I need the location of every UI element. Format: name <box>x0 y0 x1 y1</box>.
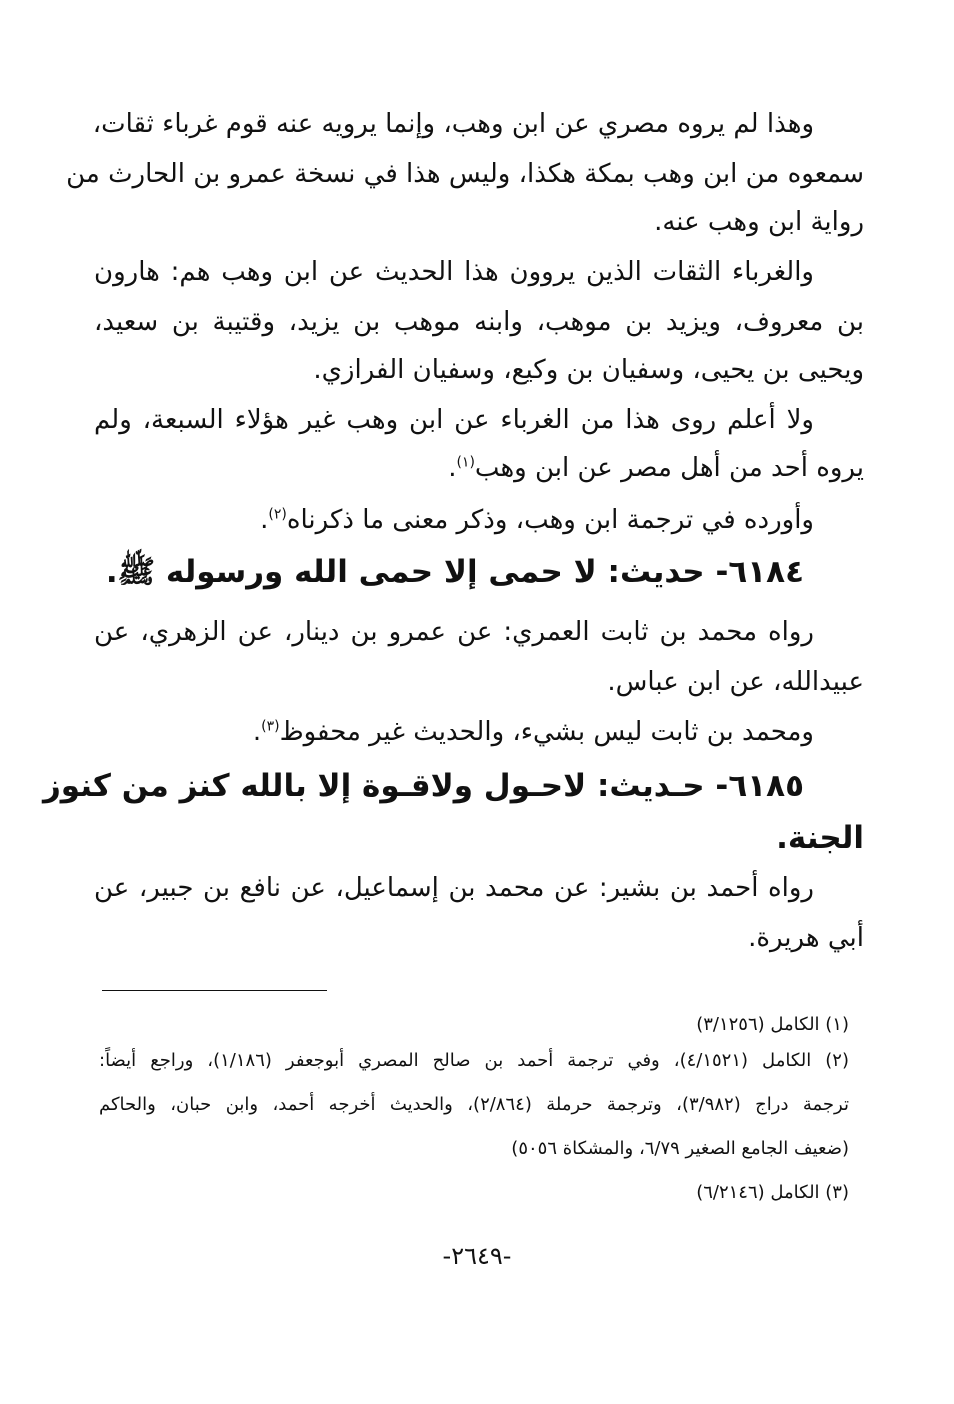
body-line: عبيدالله، عن ابن عباس. <box>607 667 864 697</box>
punctuation: . <box>252 717 262 747</box>
footnote-2-cont: ترجمة دراج (٣/٩٨٢)، وترجمة حرملة (٢/٨٦٤)، والحديث أخرجه أحمد، وابن حبان، والحاكم <box>99 1094 849 1115</box>
page-number: -٢٦٤٩- <box>442 1242 512 1270</box>
body-line: أبي هريرة. <box>748 923 864 953</box>
body-line: والغرباء الثقات الذين يروون هذا الحديث عن ابن وهب هم: هارون <box>94 257 814 287</box>
body-line <box>94 500 814 540</box>
punctuation: . <box>448 453 457 483</box>
hadith-heading-6185: ٦١٨٥- حـديث: لاحـول ولاقـوة إلا بالله كنز من كنوز <box>42 768 804 804</box>
body-line: ولا أعلم روى هذا من الغرباء عن ابن وهب غير هؤلاء السبعة، ولم <box>94 405 814 435</box>
footnote-ref[interactable]: (٢) <box>268 506 287 523</box>
body-line: رواية ابن وهب عنه. <box>654 207 864 237</box>
footnote-3: (٣) الكامل (٦/٢١٤٦) <box>696 1182 849 1203</box>
body-text: ومحمد بن ثابت ليس بشيء، والحديث غير محفوظ <box>279 717 814 747</box>
hadith-heading-6184: ٦١٨٤- حديث: لا حمى إلا حمى الله ورسوله ﷺ. <box>105 554 804 590</box>
body-line: سمعوه من ابن وهب بمكة هكذا، وليس هذا في نسخة عمرو بن الحارث من <box>66 159 864 189</box>
body-line: وهذا لم يروه مصري عن ابن وهب، وإنما يرويه عنه قوم غرباء ثقات، <box>92 109 814 139</box>
body-line: رواه محمد بن ثابت العمري: عن عمرو بن دينار، عن الزهري، عن <box>94 617 814 647</box>
body-line: رواه أحمد بن بشير: عن محمد بن إسماعيل، عن نافع بن جبير، عن <box>94 873 814 903</box>
footnote-ref[interactable]: (١) <box>456 454 475 471</box>
footnote-separator <box>102 990 327 991</box>
hadith-heading-6185-cont: الجنة. <box>776 820 864 856</box>
punctuation: . <box>260 505 269 535</box>
body-line <box>94 448 864 488</box>
footnote-1: (١) الكامل (٣/١٢٥٦) <box>696 1014 849 1035</box>
footnote-2-cont: (ضعيف الجامع الصغير ٦/٧٩، والمشكاة ٥٠٥٦) <box>511 1138 849 1159</box>
body-line: ويحيى بن يحيى، وسفيان بن وكيع، وسفيان الفرازي. <box>313 355 864 385</box>
body-text: وأورده في ترجمة ابن وهب، وذكر معنى ما ذكرناه <box>286 505 814 535</box>
body-text: يروه أحد من أهل مصر عن ابن وهب <box>474 453 864 483</box>
body-line: بن معروف، ويزيد بن موهب، وابنه موهب بن يزيد، وقتيبة بن سعيد، <box>94 307 864 337</box>
footnote-2: (٢) الكامل (٤/١٥٢١)، وفي ترجمة أحمد بن صالح المصري أبوجعفر (١/١٨٦)، وراجع أيضاً: <box>99 1050 849 1071</box>
body-line <box>94 712 814 752</box>
footnote-ref[interactable]: (٣) <box>261 718 280 735</box>
